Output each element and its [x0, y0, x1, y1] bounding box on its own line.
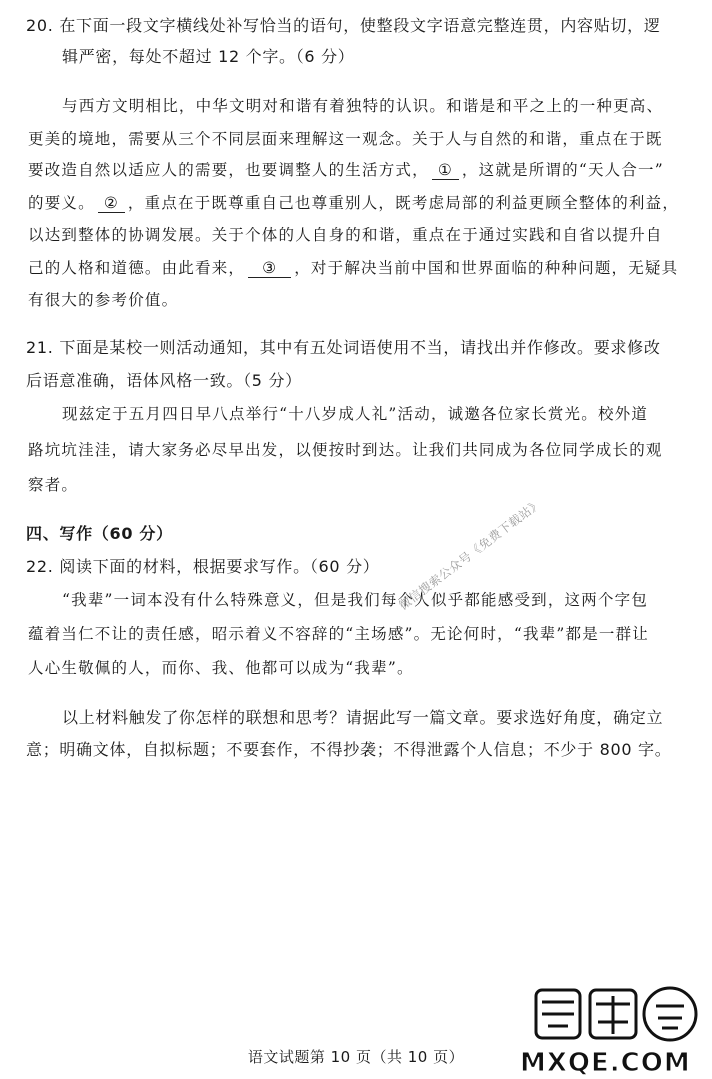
q20-passage-line4-b: ，重点在于既尊重自己也尊重别人，既考虑局部的利益更顾全整体的利益， [127, 194, 680, 212]
q22-heading: 22. 阅读下面的材料，根据要求写作。（60 分） [26, 557, 380, 576]
q20-passage-line7: 有很大的参考价值。 [28, 291, 179, 309]
q20-passage-line4-a: 的要义。 [28, 194, 95, 212]
q20-passage-line3-b: ，这就是所谓的“天人合一” [461, 161, 664, 179]
logo-url-text: MXQE.COM [520, 1048, 691, 1078]
q20-passage-line5: 以达到整体的协调发展。关于个体的人自身的和谐，重点在于通过实践和自省以提升自 [28, 226, 663, 244]
answer-blank-3[interactable]: ③ [248, 259, 291, 278]
q20-passage-line1: 与西方文明相比，中华文明对和谐有着独特的认识。和谐是和平之上的一种更高、 [62, 97, 664, 115]
page-footer: 语文试题第 10 页（共 10 页） [247, 1048, 465, 1066]
q22-requirement-line2: 意；明确文体，自拟标题；不要套作，不得抄袭；不得泄露个人信息；不少于 800 字。 [26, 740, 672, 759]
q22-requirement-line1: 以上材料触发了你怎样的联想和思考？请据此写一篇文章。要求选好角度，确定立 [62, 708, 664, 727]
q20-passage-line2: 更美的境地，需要从三个不同层面来理解这一观念。关于人与自然的和谐，重点在于既 [28, 130, 663, 148]
q20-heading-line2: 辑严密，每处不超过 12 个字。（6 分） [62, 47, 355, 66]
q20-passage-line6-b: ，对于解决当前中国和世界面临的种种问题，无疑具 [294, 259, 679, 277]
q21-notice-line3: 察者。 [28, 476, 79, 494]
q22-material-line3: 人心生敬佩的人，而你、我、他都可以成为“我辈”。 [28, 659, 414, 677]
q20-passage-line3-a: 要改造自然以适应人的需要，也要调整人的生活方式， [28, 161, 429, 179]
q20-heading-line1: 20. 在下面一段文字横线处补写恰当的语句，使整段文字语意完整连贯，内容贴切，逻 [26, 16, 661, 35]
q21-notice-line1: 现兹定于五月四日早八点举行“十八岁成人礼”活动，诚邀各位家长赏光。校外道 [62, 405, 649, 423]
q21-heading-line1: 21. 下面是某校一则活动通知，其中有五处词语使用不当，请找出并作修改。要求修改 [26, 338, 661, 357]
answer-blank-2[interactable]: ② [98, 194, 125, 213]
q20-passage-line4 [28, 193, 679, 213]
q20-passage-line6-a: 己的人格和道德。由此看来， [28, 259, 246, 277]
q20-passage-line6 [28, 258, 678, 278]
q21-heading-line2: 后语意准确，语体风格一致。（5 分） [26, 371, 302, 390]
answer-blank-1[interactable]: ① [432, 161, 459, 180]
section-writing-title: 四、写作（60 分） [26, 524, 173, 543]
q20-passage-line3 [28, 160, 664, 180]
q22-material-line1: “我辈”一词本没有什么特殊意义，但是我们每个人似乎都能感受到，这两个字包 [62, 591, 649, 609]
q22-material-line2: 蕴着当仁不让的责任感，昭示着义不容辞的“主场感”。无论何时，“我辈”都是一群让 [28, 625, 649, 643]
watermark-text: 微信搜索公众号《免费下载站》 [396, 496, 545, 613]
q21-notice-line2: 路坑坑洼洼，请大家务必尽早出发，以便按时到达。让我们共同成为各位同学成长的观 [28, 441, 663, 459]
